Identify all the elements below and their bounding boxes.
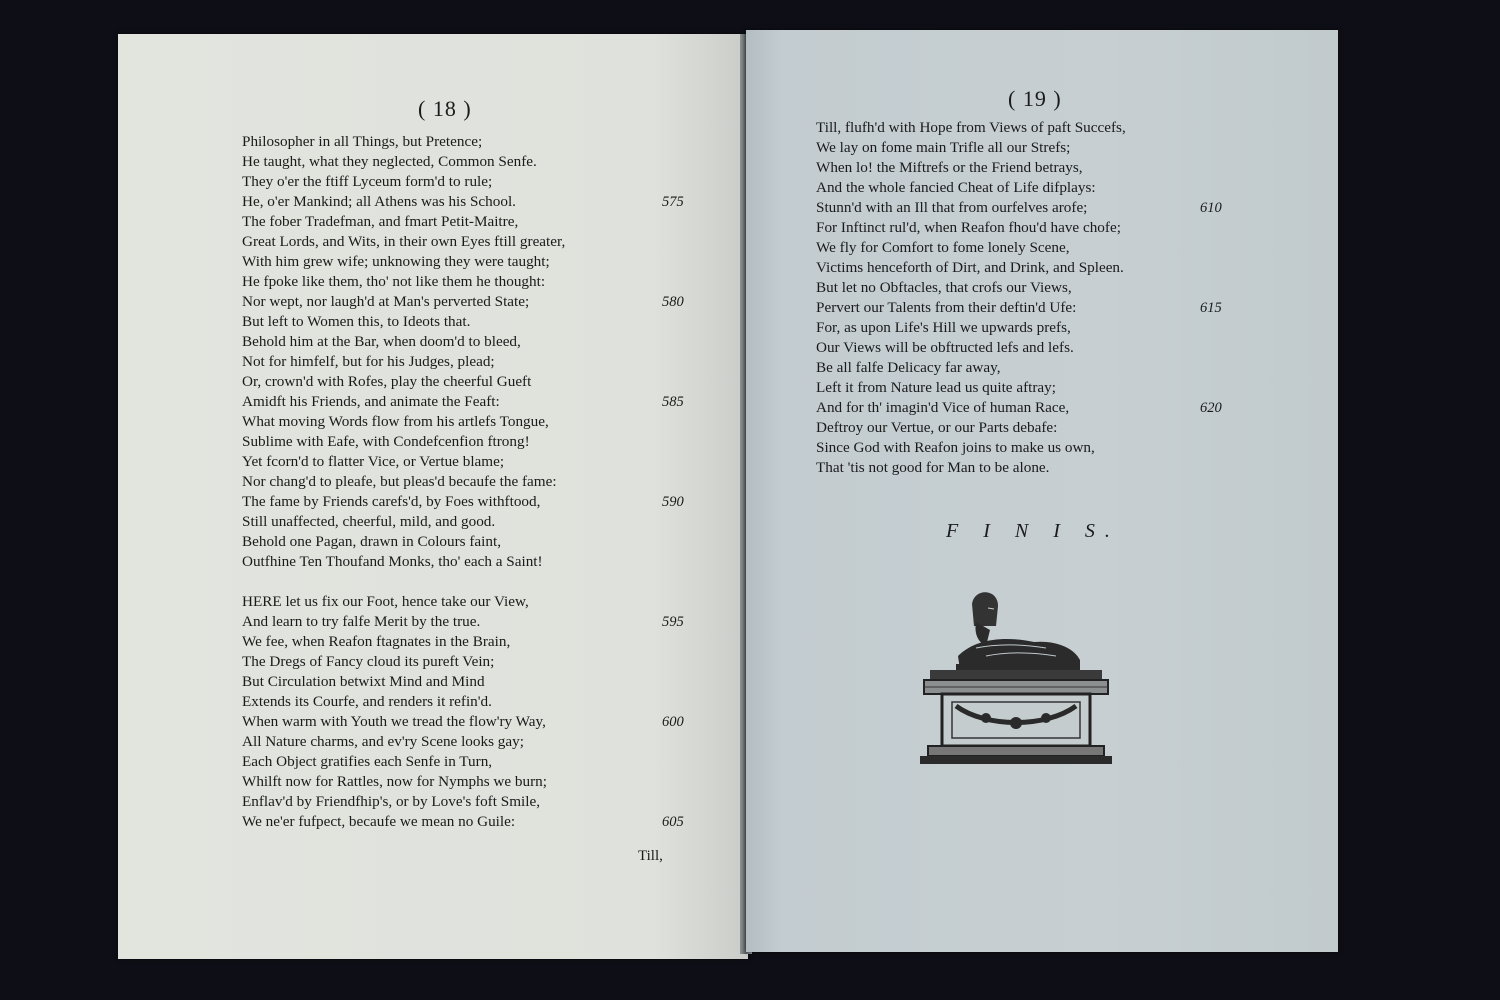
- verse-text: Amidft his Friends, and animate the Feaft:: [242, 393, 500, 410]
- verse-text: Nor chang'd to pleafe, but pleas'd becaufe the fame:: [242, 473, 557, 490]
- verse-line: [242, 792, 682, 812]
- verse-line: [242, 212, 682, 232]
- verse-text: We fee, when Reafon ftagnates in the Brain,: [242, 633, 511, 650]
- verse-line: [816, 438, 1246, 458]
- right-page-verse: [816, 118, 1246, 478]
- verse-text: Each Object gratifies each Senfe in Turn,: [242, 753, 493, 770]
- verse-text: With him grew wife; unknowing they were taught;: [242, 253, 550, 270]
- finis-heading: F I N I S.: [946, 520, 1120, 542]
- line-number: 605: [662, 814, 684, 830]
- verse-line: [816, 398, 1246, 418]
- verse-line: [242, 752, 682, 772]
- verse-line: [242, 712, 682, 732]
- verse-line: [242, 432, 682, 452]
- verse-line: [242, 172, 682, 192]
- verse-line: [816, 258, 1246, 278]
- verse-line: [816, 158, 1246, 178]
- verse-text: Or, crown'd with Rofes, play the cheerful Gueft: [242, 373, 532, 390]
- verse-text: Enflav'd by Friendfhip's, or by Love's foft Smile,: [242, 793, 540, 810]
- catchword: Till,: [638, 848, 663, 864]
- verse-text: And for th' imagin'd Vice of human Race,: [816, 399, 1070, 416]
- verse-line: [242, 292, 682, 312]
- verse-line: [242, 652, 682, 672]
- verse-text: He fpoke like them, tho' not like them he thought:: [242, 273, 546, 290]
- verse-text: Extends its Courfe, and renders it refin'd.: [242, 693, 492, 710]
- verse-text: Sublime with Eafe, with Condefcenfion ftrong!: [242, 433, 530, 450]
- verse-line: [242, 472, 682, 492]
- verse-line: [242, 132, 682, 152]
- right-page: [746, 30, 1338, 952]
- verse-text: Still unaffected, cheerful, mild, and good.: [242, 513, 496, 530]
- page-number-right: ( 19 ): [1008, 86, 1062, 111]
- verse-text: For, as upon Life's Hill we upwards prefs,: [816, 319, 1071, 336]
- verse-text: Outfhine Ten Thoufand Monks, tho' each a Saint!: [242, 553, 543, 570]
- page-number-left: ( 18 ): [418, 96, 472, 121]
- verse-line: [816, 458, 1246, 478]
- verse-line: [816, 338, 1246, 358]
- verse-line: [242, 692, 682, 712]
- verse-text: He, o'er Mankind; all Athens was his School.: [242, 193, 516, 210]
- verse-text: Left it from Nature lead us quite aftray;: [816, 379, 1056, 396]
- verse-line: [816, 358, 1246, 378]
- verse-text: That 'tis not good for Man to be alone.: [816, 459, 1050, 476]
- verse-text: Pervert our Talents from their deftin'd Ufe:: [816, 299, 1077, 316]
- verse-line: [242, 392, 682, 412]
- verse-line: [816, 278, 1246, 298]
- verse-line: [816, 298, 1246, 318]
- verse-line: [242, 812, 682, 832]
- left-page-verse: [242, 132, 682, 832]
- verse-text: What moving Words flow from his artlefs Tongue,: [242, 413, 549, 430]
- verse-text: Yet fcorn'd to flatter Vice, or Vertue blame;: [242, 453, 505, 470]
- verse-text: Be all falfe Delicacy far away,: [816, 359, 1001, 376]
- line-number: 615: [1200, 300, 1222, 316]
- verse-line: [242, 552, 682, 572]
- line-number: 590: [662, 494, 684, 510]
- line-number: 610: [1200, 200, 1222, 216]
- verse-line: [242, 252, 682, 272]
- line-number: 595: [662, 614, 684, 630]
- verse-line: [242, 492, 682, 512]
- verse-line: [816, 118, 1246, 138]
- sphinx-on-pedestal-icon: [916, 578, 1116, 773]
- verse-text: We ne'er fufpect, becaufe we mean no Guile:: [242, 813, 516, 830]
- verse-text: Philosopher in all Things, but Pretence;: [242, 133, 483, 150]
- verse-line: [816, 218, 1246, 238]
- verse-text: But Circulation betwixt Mind and Mind: [242, 673, 485, 690]
- verse-text: When lo! the Miftrefs or the Friend betrays,: [816, 159, 1083, 176]
- verse-line: [242, 732, 682, 752]
- verse-line: [242, 512, 682, 532]
- verse-text: HERE let us fix our Foot, hence take our View,: [242, 593, 529, 610]
- verse-text: Deftroy our Vertue, or our Parts debafe:: [816, 419, 1058, 436]
- verse-text: But let no Obftacles, that crofs our Views,: [816, 279, 1072, 296]
- verse-text: Not for himfelf, but for his Judges, plead;: [242, 353, 495, 370]
- verse-line: [242, 452, 682, 472]
- verse-line: [816, 178, 1246, 198]
- verse-text: All Nature charms, and ev'ry Scene looks gay;: [242, 733, 524, 750]
- verse-line: [242, 532, 682, 552]
- line-number: 620: [1200, 400, 1222, 416]
- verse-text: Whilft now for Rattles, now for Nymphs we burn;: [242, 773, 547, 790]
- verse-line: [816, 198, 1246, 218]
- line-number: 580: [662, 294, 684, 310]
- verse-text: Till, flufh'd with Hope from Views of paft Succefs,: [816, 119, 1126, 136]
- verse-text: The Dregs of Fancy cloud its pureft Vein;: [242, 653, 495, 670]
- line-number: 600: [662, 714, 684, 730]
- verse-text: For Inftinct rul'd, when Reafon fhou'd have chofe;: [816, 219, 1121, 236]
- verse-line: [816, 318, 1246, 338]
- verse-line: [242, 312, 682, 332]
- verse-line: [816, 378, 1246, 398]
- verse-text: Behold one Pagan, drawn in Colours faint,: [242, 533, 501, 550]
- verse-text: Behold him at the Bar, when doom'd to bleed,: [242, 333, 521, 350]
- verse-text: We fly for Comfort to fome lonely Scene,: [816, 239, 1070, 256]
- line-number: 585: [662, 394, 684, 410]
- verse-line: [816, 418, 1246, 438]
- verse-text: The fober Tradefman, and fmart Petit-Maitre,: [242, 213, 519, 230]
- verse-line: [242, 372, 682, 392]
- book-spread: [110, 28, 1345, 968]
- verse-text: And learn to try falfe Merit by the true.: [242, 613, 481, 630]
- verse-line: [242, 352, 682, 372]
- verse-text: Great Lords, and Wits, in their own Eyes ftill greater,: [242, 233, 566, 250]
- verse-text: Nor wept, nor laugh'd at Man's perverted State;: [242, 293, 530, 310]
- verse-line: [242, 592, 682, 612]
- verse-text: But left to Women this, to Ideots that.: [242, 313, 471, 330]
- verse-line: [242, 332, 682, 352]
- verse-line: [242, 412, 682, 432]
- verse-line: [242, 632, 682, 652]
- verse-line: [242, 772, 682, 792]
- verse-text: We lay on fome main Trifle all our Strefs;: [816, 139, 1071, 156]
- verse-line: [242, 232, 682, 252]
- verse-line: [242, 152, 682, 172]
- verse-text: And the whole fancied Cheat of Life difplays:: [816, 179, 1096, 196]
- verse-line: [242, 612, 682, 632]
- verse-line: [242, 272, 682, 292]
- verse-text: They o'er the ftiff Lyceum form'd to rule;: [242, 173, 493, 190]
- verse-line: [816, 238, 1246, 258]
- verse-text: Our Views will be obftructed lefs and lefs.: [816, 339, 1074, 356]
- verse-text: The fame by Friends carefs'd, by Foes withftood,: [242, 493, 541, 510]
- verse-line: [816, 138, 1246, 158]
- verse-text: Since God with Reafon joins to make us own,: [816, 439, 1095, 456]
- verse-text: He taught, what they neglected, Common Senfe.: [242, 153, 537, 170]
- verse-text: Stunn'd with an Ill that from ourfelves arofe;: [816, 199, 1088, 216]
- line-number: 575: [662, 194, 684, 210]
- verse-text: When warm with Youth we tread the flow'ry Way,: [242, 713, 546, 730]
- left-page: [118, 34, 748, 959]
- verse-text: Victims henceforth of Dirt, and Drink, and Spleen.: [816, 259, 1124, 276]
- verse-line: [242, 672, 682, 692]
- verse-line: [242, 192, 682, 212]
